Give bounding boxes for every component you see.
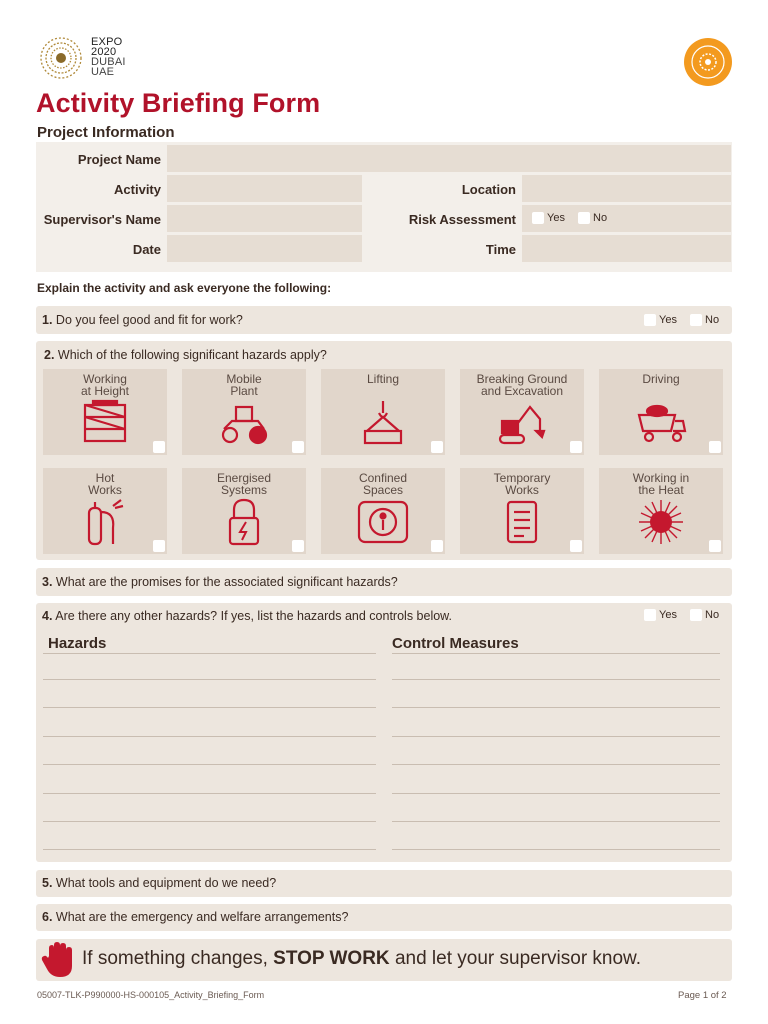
time-label: Time — [485, 242, 516, 257]
hazard-label: Energised — [216, 471, 272, 485]
control-measures-line[interactable] — [392, 707, 720, 708]
page-number: Page 1 of 2 — [678, 990, 727, 1001]
hazards-line[interactable] — [43, 707, 376, 708]
logo-line-3: DUBAI — [91, 56, 126, 68]
q4-text: Are there any other hazards? If yes, list the hazards and controls below. — [55, 609, 452, 623]
q4-no-label: No — [705, 609, 720, 621]
hazard-label: Confined — [358, 471, 408, 485]
logo-line-2: 2020 — [91, 46, 117, 58]
hazard-label: Breaking Ground — [476, 372, 568, 386]
hazard-label: Systems — [220, 483, 267, 497]
hazard-checkbox[interactable] — [292, 540, 304, 552]
hazard-checkbox[interactable] — [153, 441, 165, 453]
logo-line-1: EXPO — [91, 36, 123, 48]
time-field[interactable] — [522, 235, 731, 262]
hazard-tile-confined-spaces — [321, 468, 445, 554]
form-title: Activity Briefing Form — [36, 88, 321, 118]
better-together-badge-icon — [683, 37, 733, 87]
hazard-label: the Heat — [638, 483, 684, 497]
control-measures-column-heading: Control Measures — [392, 635, 519, 652]
risk-assessment-label: Risk Assessment — [408, 212, 516, 227]
hazard-tile-lifting — [321, 369, 445, 455]
hazard-tile-working-in-heat — [599, 468, 723, 554]
hazards-line[interactable] — [43, 793, 376, 794]
risk-yes-checkbox[interactable] — [532, 212, 544, 224]
question-3-bar — [36, 568, 732, 596]
hazard-checkbox[interactable] — [431, 441, 443, 453]
q2-number: 2. — [44, 348, 55, 362]
hazard-checkbox[interactable] — [292, 441, 304, 453]
crane-hook-icon — [357, 399, 409, 447]
expo-ring-icon — [37, 34, 87, 82]
hazard-tile-mobile-plant — [182, 369, 306, 455]
hazard-label: Works — [88, 483, 122, 497]
q3-text: What are the promises for the associated significant hazards? — [55, 575, 398, 589]
q1-number: 1. — [42, 313, 53, 327]
control-measures-line[interactable] — [392, 821, 720, 822]
hazard-label: Works — [505, 483, 539, 497]
hazards-line[interactable] — [43, 736, 376, 737]
control-measures-line[interactable] — [392, 764, 720, 765]
q6-number: 6. — [42, 910, 53, 924]
date-label: Date — [132, 242, 161, 257]
control-measures-line[interactable] — [392, 849, 720, 850]
hazards-line[interactable] — [43, 821, 376, 822]
activity-field[interactable] — [167, 175, 362, 202]
hazard-checkbox[interactable] — [431, 540, 443, 552]
hazard-tile-driving — [599, 369, 723, 455]
question-2-panel — [36, 341, 732, 560]
logo-line-4: UAE — [91, 66, 115, 78]
supervisor-name-field[interactable] — [167, 205, 362, 232]
hazard-label: Spaces — [362, 483, 404, 497]
dump-truck-icon — [635, 399, 687, 447]
q1-yes-label: Yes — [659, 314, 677, 326]
location-label: Location — [461, 182, 516, 197]
q1-yes-checkbox[interactable] — [644, 314, 656, 326]
document-id: 05007-TLK-P990000-HS-000105_Activity_Briefing_Form — [37, 990, 265, 1000]
intro-instruction: Explain the activity and ask everyone the following: — [37, 281, 332, 295]
expo-2020-logo — [37, 34, 133, 82]
hazards-column-heading: Hazards — [48, 635, 107, 652]
hazard-checkbox[interactable] — [709, 441, 721, 453]
hazard-checkbox[interactable] — [153, 540, 165, 552]
hazards-line[interactable] — [43, 764, 376, 765]
hazard-label: Lifting — [366, 372, 400, 386]
control-measures-line[interactable] — [392, 736, 720, 737]
padlock-electric-icon — [218, 498, 270, 546]
hazard-label: Hot — [95, 471, 115, 485]
gas-cylinder-icon — [79, 498, 131, 546]
q4-yes-checkbox[interactable] — [644, 609, 656, 621]
control-measures-line[interactable] — [392, 793, 720, 794]
q4-no-checkbox[interactable] — [690, 609, 702, 621]
location-field[interactable] — [522, 175, 731, 202]
control-measures-line[interactable] — [392, 653, 720, 654]
risk-no-checkbox[interactable] — [578, 212, 590, 224]
project-name-label: Project Name — [77, 152, 161, 167]
q2-text: Which of the following significant hazards apply? — [57, 348, 327, 362]
hazard-label: Temporary — [493, 471, 551, 485]
hazard-label: and Excavation — [480, 384, 564, 398]
hazard-label: Plant — [230, 384, 258, 398]
hazard-label: Driving — [642, 372, 680, 386]
q6-text: What are the emergency and welfare arrangements? — [55, 910, 349, 924]
sun-icon — [635, 498, 687, 546]
q4-yes-label: Yes — [659, 609, 677, 621]
hazard-tile-working-at-height — [43, 369, 167, 455]
control-measures-line[interactable] — [392, 679, 720, 680]
project-information-panel — [36, 142, 732, 272]
project-information-heading: Project Information — [37, 124, 175, 141]
hazard-checkbox[interactable] — [570, 441, 582, 453]
question-4-panel — [36, 603, 732, 862]
hazard-tile-breaking-ground — [460, 369, 584, 455]
excavator-icon — [496, 399, 548, 447]
hazard-label: Working in — [632, 471, 690, 485]
q1-no-checkbox[interactable] — [690, 314, 702, 326]
q3-number: 3. — [42, 575, 53, 589]
hazard-tile-hot-works — [43, 468, 167, 554]
hazard-label: Working — [83, 372, 127, 386]
question-6-bar — [36, 904, 732, 931]
confined-space-icon — [357, 498, 409, 546]
checklist-icon — [496, 498, 548, 546]
roller-icon — [218, 399, 270, 447]
hazards-line[interactable] — [43, 679, 376, 680]
project-name-field[interactable] — [167, 145, 731, 172]
stop-text-post: and let your supervisor know. — [394, 948, 642, 969]
stop-text-pre: If something changes, — [82, 948, 268, 969]
risk-no-label: No — [593, 212, 608, 224]
hazard-label: Mobile — [226, 372, 262, 386]
q5-number: 5. — [42, 876, 53, 890]
hazard-label: at Height — [80, 384, 130, 398]
hazards-line[interactable] — [43, 849, 376, 850]
scaffold-icon — [79, 399, 131, 447]
q1-text: Do you feel good and fit for work? — [55, 313, 243, 327]
stop-work-message — [82, 948, 641, 970]
hazard-tile-temporary-works — [460, 468, 584, 554]
risk-yes-label: Yes — [547, 212, 565, 224]
activity-label: Activity — [114, 182, 161, 197]
stop-text-bold: STOP WORK — [273, 948, 390, 969]
date-field[interactable] — [167, 235, 362, 262]
question-5-bar — [36, 870, 732, 897]
supervisor-name-label: Supervisor's Name — [43, 212, 161, 227]
hazard-checkbox[interactable] — [709, 540, 721, 552]
question-1-bar — [36, 306, 732, 334]
stop-hand-icon — [41, 942, 75, 978]
q4-number: 4. — [42, 609, 53, 623]
q1-no-label: No — [705, 314, 720, 326]
q5-text: What tools and equipment do we need? — [55, 876, 277, 890]
hazard-checkbox[interactable] — [570, 540, 582, 552]
risk-assessment-field — [522, 205, 731, 232]
hazard-tile-energised-systems — [182, 468, 306, 554]
hazards-line[interactable] — [43, 653, 376, 654]
